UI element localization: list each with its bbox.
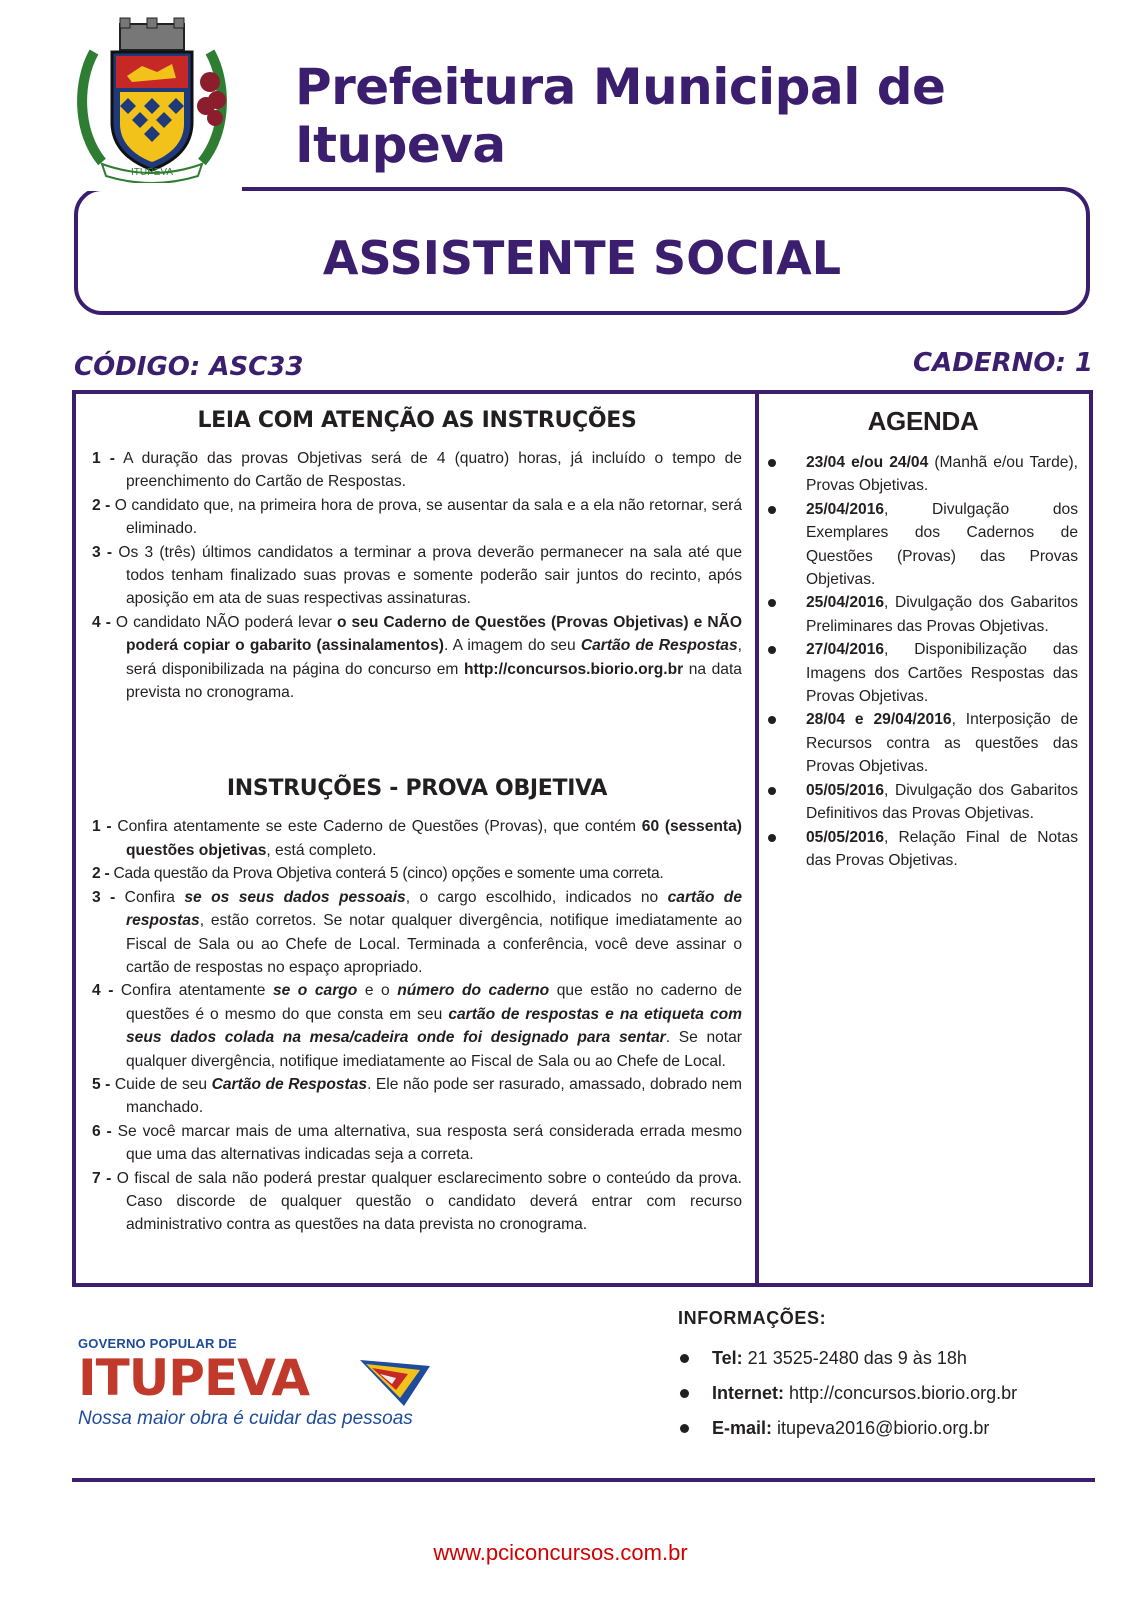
instructions-frame [72, 390, 1093, 1287]
objective-item [92, 1120, 742, 1167]
info-value[interactable]: itupeva2016@biorio.org.br [772, 1418, 990, 1438]
item-number: 1 - [92, 450, 115, 467]
info-internet[interactable] [678, 1376, 1098, 1411]
agenda-item [768, 826, 1078, 873]
item-text: , o cargo escolhido, indicados no [405, 888, 668, 906]
flag-icon [360, 1354, 440, 1410]
footer-divider [72, 1478, 1095, 1482]
logo-wordmark: ITUPEVA [78, 1349, 310, 1407]
instructions-heading: LEIA COM ATENÇÃO AS INSTRUÇÕES [197, 408, 637, 433]
item-number: 3 - [92, 543, 113, 561]
page-title: Prefeitura Municipal de Itupeva [295, 58, 946, 174]
info-phone [678, 1341, 1098, 1376]
agenda-date: 23/04 e/ou 24/04 [806, 454, 929, 471]
agenda-item [768, 591, 1078, 638]
logo-top-text: GOVERNO POPULAR DE [78, 1336, 237, 1351]
item-text-bold: 60 (sessenta) questões objetivas [126, 818, 742, 859]
info-label: E-mail: [712, 1418, 773, 1438]
item-number: 6 - [92, 1122, 112, 1140]
agenda-date: 25/04/2016 [806, 594, 885, 612]
crest-banner-text: ITUPEVA [130, 167, 174, 178]
item-text: que estão no caderno de questões é o mesmo do que consta em seu [126, 982, 743, 1023]
agenda-text: , Interposição de Recursos contra as questões das Provas Objetivas. [806, 711, 1079, 776]
item-text: , está completo. [266, 841, 377, 859]
agenda-date: 05/05/2016 [806, 781, 885, 799]
exam-code: CÓDIGO: ASC33 [74, 352, 304, 382]
item-text: , será disponibilizada na página do concurso em [126, 637, 742, 678]
item-text: Confira atentamente [113, 982, 273, 1000]
item-text-bold: o seu Caderno de Questões (Provas Objetivas) e NÃO poderá copiar o gabarito (assinalamentos) [126, 613, 742, 655]
municipal-crest-logo [72, 12, 232, 187]
objective-item [92, 1167, 742, 1237]
instruction-item [92, 494, 742, 541]
info-value[interactable]: http://concursos.biorio.org.br [784, 1383, 1018, 1403]
item-text-bold-italic: se os seus dados pessoais [184, 888, 406, 906]
item-text: Cuide de seu [110, 1075, 212, 1093]
item-number: 3 - [92, 888, 116, 906]
info-label: Tel: [712, 1348, 743, 1368]
agenda-column [768, 394, 1078, 872]
agenda-item [768, 708, 1078, 778]
item-text: . Ele não pode ser rasurado, amassado, dobrado nem manchado. [126, 1075, 743, 1117]
item-text: O fiscal de sala não poderá prestar qualquer esclarecimento sobre o conteúdo da prova. Caso discorde de qualquer questão o candidato deverá entrar com recurso administrativo contra as questões na data prevista no cronograma. [111, 1169, 742, 1234]
info-heading: INFORMAÇÕES: [678, 1308, 827, 1328]
item-text: O candidato que, na primeira hora de prova, se ausentar da sala e a ela não retornar, será eliminado. [110, 496, 742, 538]
item-text: . Se notar qualquer divergência, notifique imediatamente ao Fiscal de Sala ou ao Chefe de Local. [126, 1029, 742, 1070]
agenda-text: , Disponibilização das Imagens dos Cartões Respostas das Provas Objetivas. [806, 641, 1078, 706]
agenda-heading: AGENDA [867, 406, 979, 436]
agenda-item [768, 779, 1078, 826]
objective-item [92, 815, 742, 862]
item-text: e o [357, 982, 398, 1000]
item-text: Cada questão da Prova Objetiva conterá 5 (cinco) opções e somente uma correta. [109, 865, 664, 883]
item-text: . A imagem do seu [443, 637, 581, 655]
title-box-gap [74, 183, 242, 191]
item-text-bold-italic: Cartão de Respostas [211, 1075, 368, 1093]
agenda-date: 28/04 e 29/04/2016 [806, 711, 952, 729]
instruction-item [92, 611, 742, 705]
agenda-text: , Divulgação dos Gabaritos Definitivos das Provas Objetivas. [806, 781, 1078, 823]
objective-item [92, 862, 742, 885]
item-text-bold-italic: se o cargo [272, 982, 358, 1000]
booklet-number: CADERNO: 1 [913, 348, 1093, 378]
agenda-text: (Manhã e/ou Tarde), Provas Objetivas. [806, 454, 1078, 495]
agenda-date: 27/04/2016 [806, 641, 885, 659]
item-text: Se você marcar mais de uma alternativa, sua resposta será considerada errada mesmo que uma das alternativas indicadas seja a correta. [111, 1122, 742, 1164]
info-value: 21 3525-2480 das 9 às 18h [742, 1348, 967, 1368]
item-text-bold-italic: Cartão de Respostas [580, 637, 738, 655]
info-block [678, 1308, 1098, 1446]
role-title-box [74, 187, 1090, 315]
item-text-bold-italic: cartão de respostas e na etiqueta com seus dados colada na mesa/cadeira onde foi designado para sentar [126, 1005, 743, 1047]
role-title: ASSISTENTE SOCIAL [322, 231, 842, 285]
info-label: Internet: [712, 1383, 784, 1403]
item-text: Os 3 (três) últimos candidatos a terminar a prova deverão permanecer na sala até que todos tenham finalizado suas provas e somente poderão sair juntos do recinto, após aposição em ata de suas respectivas assinaturas. [112, 543, 742, 608]
agenda-text: , Relação Final de Notas das Provas Objetivas. [806, 828, 1078, 869]
agenda-item [768, 498, 1078, 592]
item-number: 4 - [92, 613, 111, 631]
agenda-text: , Divulgação dos Gabaritos Preliminares das Provas Objetivas. [806, 594, 1078, 635]
objective-item [92, 1073, 742, 1120]
instruction-item [92, 541, 742, 611]
agenda-item [768, 451, 1078, 498]
item-text: Confira [115, 888, 185, 906]
item-number: 2 - [92, 865, 110, 883]
objective-item [92, 979, 742, 1073]
instruction-item [92, 447, 742, 494]
site-link[interactable]: www.pciconcursos.com.br [433, 1540, 688, 1565]
item-text: , estão corretos. Se notar qualquer divergência, notifique imediatamente ao Fiscal de Sala ou ao Chefe de Local. Terminada a conferência, você deve assinar o cartão de respostas no espaço apropriado. [126, 912, 742, 976]
item-text-bold-italic: número do caderno [397, 982, 550, 1000]
item-number: 1 - [92, 818, 112, 836]
item-text: Confira atentamente se este Caderno de Questões (Provas), que contém [111, 818, 642, 836]
item-number: 7 - [92, 1169, 112, 1187]
objective-heading: INSTRUÇÕES - PROVA OBJETIVA [226, 776, 608, 802]
agenda-date: 25/04/2016 [806, 500, 885, 518]
item-number: 5 - [92, 1075, 111, 1093]
instructions-column [92, 394, 742, 1237]
agenda-list [768, 451, 1078, 872]
agenda-text: , Divulgação dos Exemplares dos Cadernos de Questões (Provas) das Provas Objetivas. [806, 500, 1078, 589]
item-text: na data prevista no cronograma. [126, 660, 742, 702]
agenda-item [768, 638, 1078, 708]
objective-item [92, 886, 742, 980]
government-logo [78, 1336, 448, 1436]
concurso-url: http://concursos.biorio.org.br [463, 660, 684, 678]
item-text: O candidato NÃO poderá levar [110, 613, 337, 631]
item-number: 4 - [92, 982, 114, 1000]
logo-tagline: Nossa maior obra é cuidar das pessoas [78, 1408, 413, 1429]
agenda-date: 05/05/2016 [806, 828, 885, 846]
column-divider [755, 394, 759, 1283]
item-text: A duração das provas Objetivas será de 4 (quatro) horas, já incluído o tempo de preenchimento do Cartão de Respostas. [114, 450, 742, 491]
item-number: 2 - [92, 496, 111, 514]
info-email[interactable] [678, 1411, 1098, 1446]
item-text-bold-italic: cartão de respostas [126, 888, 742, 930]
